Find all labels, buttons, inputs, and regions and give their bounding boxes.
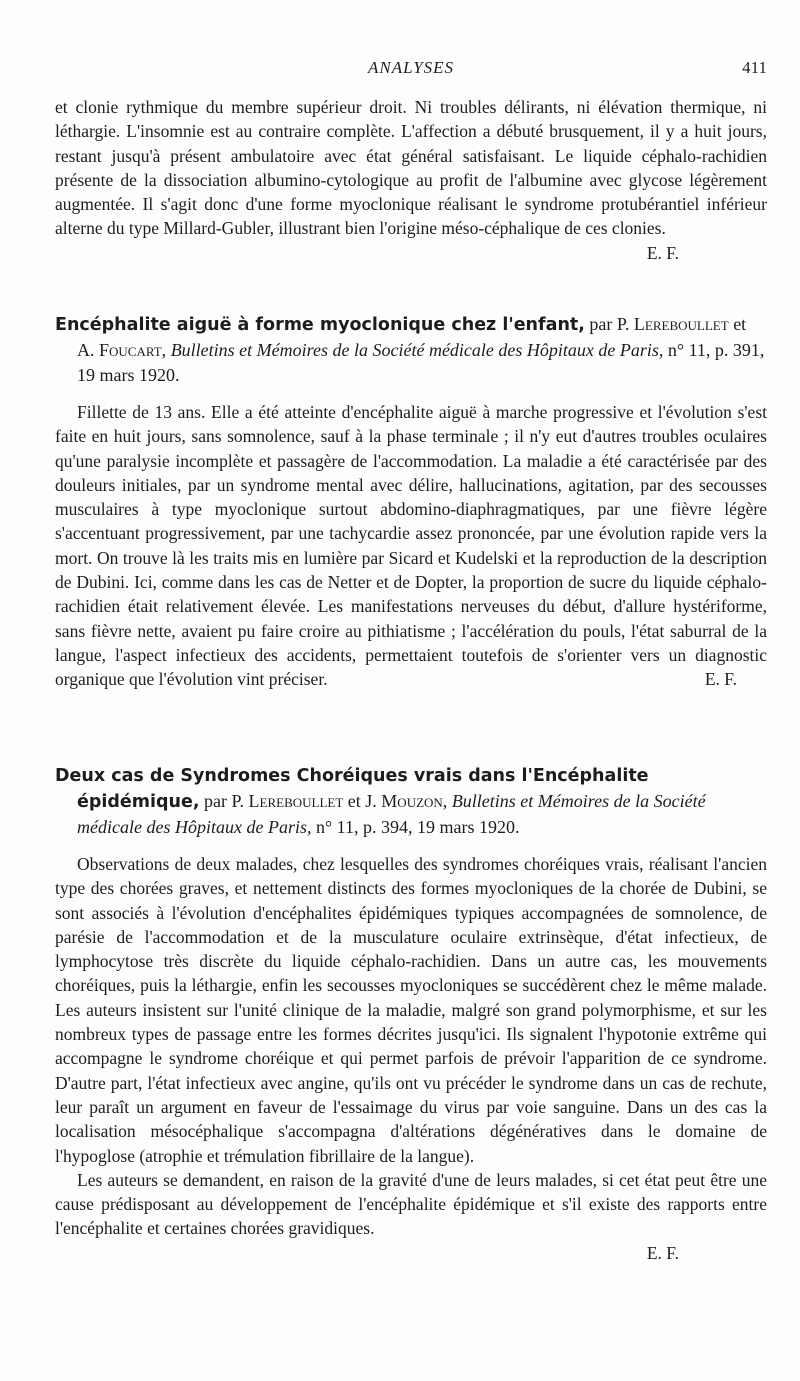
- entry-2-author-2: J. Mouzon,: [365, 791, 448, 811]
- entry-2-body-2: Les auteurs se demandent, en raison de la gravité d'une de leurs malades, si cet état peut être une cause prédisposant au développement de l'encéphalite épidémique et s'il existe des rapports entre l'encéphalite et certaines chorées gravidiques.: [55, 1169, 767, 1239]
- continuation-text: et clonie rythmique du membre supérieur droit. Ni troubles délirants, ni élévation thermique, ni léthargie. L'insomnie est au contraire complète. L'affection a débuté brusquement, il y a huit jours, restant jusqu'à présent ambulatoire avec état général satisfaisant. Le liquide céphalo-rachidien présente de la dissociation albumino-cytologique au profit de l'albumine avec glycose légèrement augmentée. Il s'agit donc d'une forme myoclonique réalisant le syndrome protubérantiel inférieur alterne du type Millard-Gubler, illustrant bien l'origine méso-céphalique de ces clonies.: [55, 97, 767, 239]
- entry-1-reference: n° 11, p. 391, 19 mars 1920.: [77, 340, 765, 385]
- entry-2-signature: E. F.: [646, 1242, 679, 1263]
- entry-1-journal: Bulletins et Mémoires de la Société médicale des Hôpitaux de Paris,: [170, 340, 664, 360]
- entry-2-reference: n° 11, p. 394, 19 mars 1920.: [315, 817, 520, 837]
- entry-1-title: Encéphalite aiguë à forme myoclonique chez l'enfant,: [55, 315, 585, 335]
- abstract-entry-2: [55, 763, 767, 1265]
- entry-2-body: Observations de deux malades, chez lesquelles des syndromes choréiques vrais, réalisant l'ancien type des chorées graves, et nettement distincts des formes myocloniques de la chorée de Dubini, se sont associés à l'évolution d'encéphalites épidémiques typiques accompagnées de somnolence, de parésie de l'accommodation et de la musculature oculaire extrinsèque, d'état infectieux, de lymphocytose très discrète du liquide céphalo-rachidien. Dans un autre cas, les mouvements choréiques, puis la léthargie, enfin les secousses myocloniques se succédèrent chez le même malade. Les auteurs insistent sur l'unité clinique de la maladie, malgré son grand polymorphisme, et sur les nombreux types de passage entre les formes décrites jusqu'ici. Ils signalent l'hypotonie extrême qui accompagne le syndrome choréique et qui permet parfois de prévoir l'apparition de ce syndrome. D'autre part, l'état infectieux avec angine, qu'ils ont vu précéder le syndrome dans un cas de rechute, leur paraît un argument en faveur de l'essaimage du virus par voie sanguine. Dans un des cas la localisation mésocéphalique s'accompagna d'altérations dégénératives dans le domaine de l'hypoglose (atrophie et trémulation fibrillaire de la langue).: [55, 854, 767, 1166]
- entry-1-par: par: [589, 314, 613, 334]
- entry-2-par: par: [204, 791, 228, 811]
- entry-1-body-text: Fillette de 13 ans. Elle a été atteinte d'encéphalite aiguë à marche progressive et l'évolution s'est faite en huit jours, sans somnolence, sauf à la phase terminale ; il n'y eut d'autres troubles oculaires qu'une paralysie incomplète et passagère de l'accommodation. La maladie a été caractérisée par des douleurs initiales, par un syndrome mental avec délire, hallucinations, agitation, par des secousses musculaires à type myoclonique surtout abdomino-diaphragmatiques, par une fièvre légère s'accentuant progressivement, par une tachycardie assez prononcée, par une évolution rapide vers la mort. On trouve là les traits mis en lumière par Sicard et Kudelski et la reproduction de la description de Dubini. Ici, comme dans les cas de Netter et de Dopter, la proportion de sucre du liquide céphalo-rachidien était relativement élevée. Les manifestations nerveuses du début, d'allure hystériforme, sans fièvre nette, avaient pu faire croire au pithiatisme ; l'accélération du pouls, l'état saburral de la langue, l'aspect infectieux des accidents, permettaient toutefois de s'orienter vers un diagnostic organique que l'évolution vint préciser.: [55, 402, 767, 690]
- page-number: 411: [742, 58, 767, 77]
- abstract-entry-1: [55, 312, 767, 692]
- entry-2-citation: [55, 763, 767, 840]
- entry-2-author-1: P. Lereboullet: [231, 791, 344, 811]
- entry-1-author-2: A. Foucart,: [77, 340, 167, 360]
- running-header: [55, 58, 767, 82]
- entry-1-et: et: [733, 314, 747, 334]
- entry-1-author-1: P. Lereboullet: [616, 314, 729, 334]
- entry-2-et: et: [347, 791, 361, 811]
- entry-2-journal: Bulletins et Mémoires de la Société médicale des Hôpitaux de Paris,: [77, 791, 706, 837]
- entry-2-title: Deux cas de Syndromes Choréiques vrais dans l'Encéphalite épidémique,: [55, 766, 649, 812]
- continuation-abstract: [55, 95, 767, 265]
- entry-1-signature: E. F.: [704, 669, 737, 690]
- entry-1-citation: [55, 312, 767, 388]
- continuation-signature: E. F.: [646, 242, 679, 263]
- entry-1-body: [55, 400, 767, 692]
- running-title: ANALYSES: [367, 58, 455, 77]
